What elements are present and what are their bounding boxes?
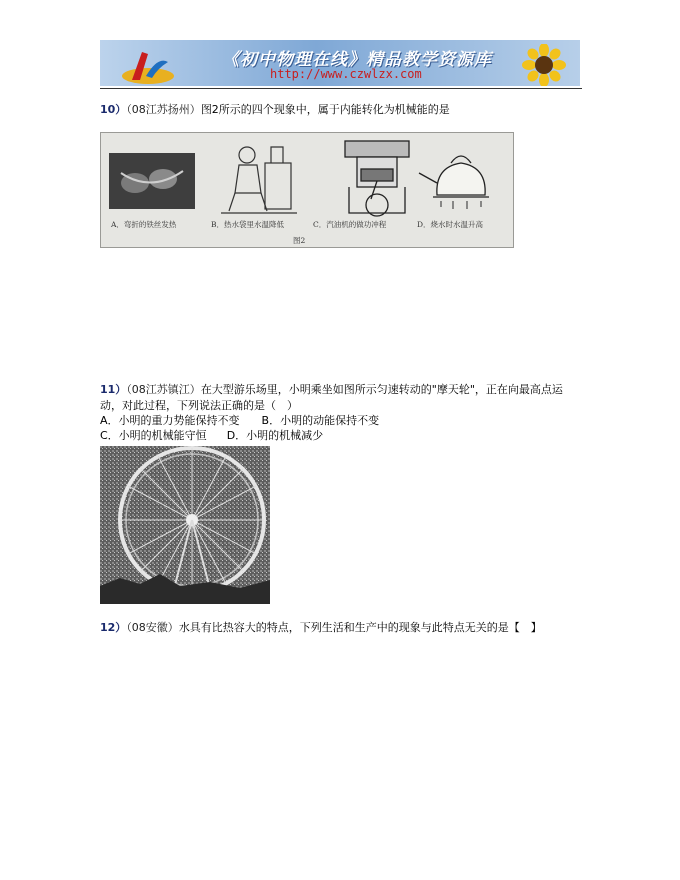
question-source: （08江苏镇江）	[126, 383, 201, 396]
question-10	[100, 102, 450, 118]
question-number: 10）	[100, 103, 127, 116]
question-text-line-1: 在大型游乐场里，小明乘坐如图所示匀速转动的"摩天轮"，正在向最高点运	[200, 383, 563, 396]
figure-2	[100, 132, 514, 248]
caption-c: C．汽油机的做功冲程	[313, 220, 387, 229]
caption-d: D．烧水时水温升高	[417, 220, 484, 229]
sunflower-icon	[516, 44, 572, 86]
option-a: A．小明的重力势能保持不变	[100, 414, 240, 427]
question-source: （08安徽）	[126, 621, 179, 634]
hot-water-bag-illustration	[221, 147, 297, 213]
banner-title: 《初中物理在线》精品教学资源库	[222, 50, 492, 70]
header-banner	[100, 40, 580, 86]
caption-a: A．弯折的铁丝发热	[111, 220, 177, 229]
banner-divider	[100, 88, 582, 89]
option-b: B．小明的动能保持不变	[261, 414, 380, 427]
banner-url[interactable]: http://www.czwlzx.com	[270, 67, 422, 81]
question-source: （08江苏扬州）	[126, 103, 201, 116]
site-logo	[118, 46, 178, 86]
option-row-2	[100, 428, 323, 444]
option-c: C．小明的机械能守恒	[100, 429, 207, 442]
ferris-wheel-photo	[100, 446, 270, 604]
question-11	[100, 382, 563, 398]
kettle-illustration	[419, 156, 489, 209]
engine-cylinder-illustration	[345, 141, 409, 216]
option-row-1	[100, 413, 379, 429]
question-number: 11）	[100, 383, 127, 396]
figure-label: 图2	[293, 236, 306, 245]
option-d: D．小明的机械减少	[226, 429, 324, 442]
question-number: 12）	[100, 621, 127, 634]
question-text-line-2: 动，对此过程，下列说法正确的是（ ）	[100, 399, 298, 412]
ferris-wheel-illustration	[100, 446, 270, 604]
caption-b: B．热水袋里水温降低	[211, 220, 285, 229]
hand-right	[149, 169, 177, 189]
question-text: 图2所示的四个现象中，属于内能转化为机械能的是	[200, 103, 450, 116]
question-text: 水具有比热容大的特点，下列生活和生产中的现象与此特点无关的是【 】	[178, 621, 542, 634]
question-12	[100, 620, 542, 636]
